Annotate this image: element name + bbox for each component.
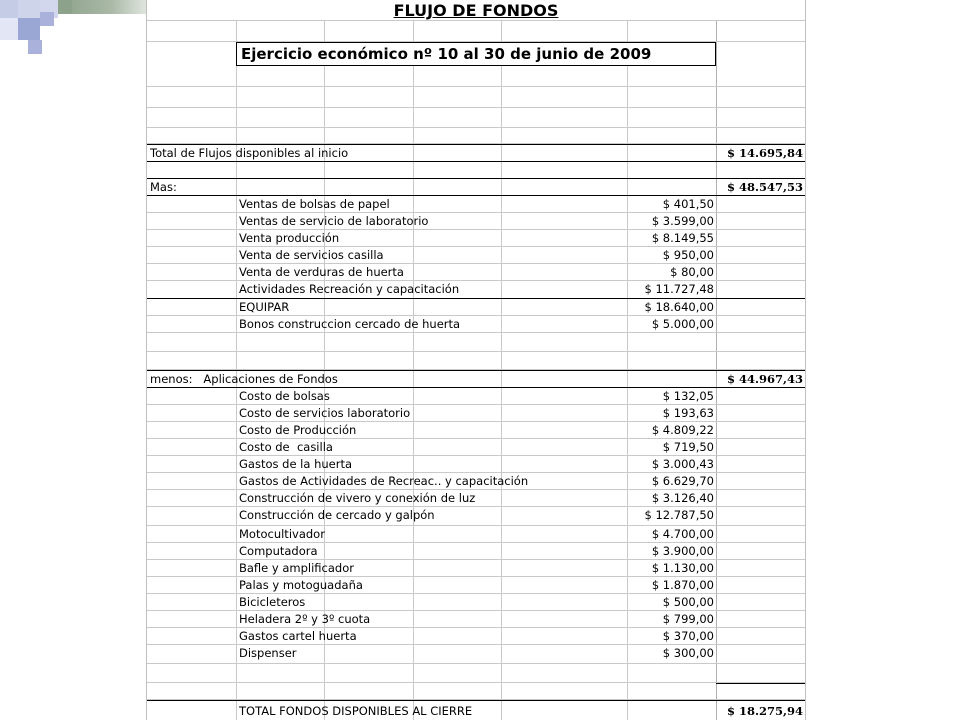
row-label: TOTAL FONDOS DISPONIBLES AL CIERRE [239,704,473,718]
row-value: $ 12.787,50 [644,508,714,522]
row-label: EQUIPAR [239,300,290,314]
table-row [147,264,805,281]
row-value: $ 8.149,55 [651,231,714,245]
row-value: $ 401,50 [662,197,714,211]
row-label: Bonos construccion cercado de huerta [239,317,461,331]
table-row [147,439,805,456]
row-label: Bafle y amplificador [239,561,354,575]
row-value: $ 3.126,40 [651,491,714,505]
row-total: $ 18.275,94 [726,704,803,718]
row-label: Motocultivador [239,527,325,541]
row-label: Computadora [239,544,318,558]
row-label: Ventas de servicio de laboratorio [239,214,429,228]
row-label: Mas: [150,180,177,194]
row-label: Construcción de vivero y conexión de luz [239,491,476,505]
row-value: $ 11.727,48 [644,282,714,296]
row-label: menos: Aplicaciones de Fondos [150,372,338,386]
row-label: Total de Flujos disponibles al inicio [150,146,349,160]
total-underline [716,683,805,684]
decor-square [58,0,72,14]
table-row [147,526,805,543]
row-total: $ 44.967,43 [726,372,803,386]
row-value: $ 950,00 [662,248,714,262]
row-label: Ventas de bolsas de papel [239,197,390,211]
table-row [147,594,805,611]
row-value: $ 3.000,43 [651,457,714,471]
empty-row [147,87,805,108]
row-label: Heladera 2º y 3º cuota [239,612,371,626]
row-label: Dispenser [239,646,297,660]
sheet-subtitle: Ejercicio económico nº 10 al 30 de junio de 2009 [236,42,716,66]
row-value: $ 1.870,00 [651,578,714,592]
row-value: $ 132,05 [662,389,714,403]
empty-row [147,21,805,42]
row-label: Gastos de Actividades de Recreac.. y capacitación [239,474,529,488]
table-row [147,281,805,299]
row-label: Costo de casilla [239,440,333,454]
table-row [147,507,805,526]
table-row [147,456,805,473]
table-row [147,388,805,405]
table-row [147,316,805,333]
row-label: Venta producción [239,231,340,245]
table-row [147,196,805,213]
row-label: Costo de bolsas [239,389,330,403]
row-label: Costo de Producción [239,423,357,437]
row-label: Actividades Recreación y capacitación [239,282,460,296]
row-value: $ 4.700,00 [651,527,714,541]
row-value: $ 799,00 [662,612,714,626]
closing-row [147,700,805,720]
row-value: $ 5.000,00 [651,317,714,331]
table-row [147,490,805,507]
table-row [147,299,805,316]
mas-header-row [147,178,805,196]
row-label: Palas y motoguadaña [239,578,363,592]
row-label: Gastos de la huerta [239,457,353,471]
table-row [147,247,805,264]
row-value: $ 1.130,00 [651,561,714,575]
table-row [147,628,805,645]
empty-row [147,333,805,352]
empty-row [147,352,805,370]
row-value: $ 3.900,00 [651,544,714,558]
table-row [147,611,805,628]
row-label: Venta de servicios casilla [239,248,384,262]
table-row [147,473,805,490]
row-value: $ 80,00 [670,265,714,279]
empty-row [147,128,805,144]
table-row [147,422,805,439]
table-row [147,645,805,664]
empty-row [147,683,805,700]
empty-row [147,162,805,179]
spreadsheet [146,0,806,720]
row-value: $ 193,63 [662,406,714,420]
row-value: $ 300,00 [662,646,714,660]
table-row [147,230,805,247]
sheet-title: FLUJO DE FONDOS [147,0,805,21]
table-row [147,213,805,230]
row-total: $ 48.547,53 [726,180,803,194]
row-value: $ 4.809,22 [651,423,714,437]
row-label: Bicicleteros [239,595,306,609]
decor-square [18,18,40,40]
row-label: Construcción de cercado y galpón [239,508,435,522]
empty-row [147,66,805,87]
empty-row [147,664,805,683]
row-value: $ 3.599,00 [651,214,714,228]
empty-row [147,108,805,128]
row-total: $ 14.695,84 [726,146,803,160]
decor-square [0,0,18,18]
row-value: $ 500,00 [662,595,714,609]
decor-square [28,40,42,54]
row-value: $ 719,50 [662,440,714,454]
table-row [147,543,805,560]
initial-row [147,144,805,162]
table-row [147,560,805,577]
decor-square [40,12,54,26]
table-row [147,405,805,422]
menos-header-row [147,370,805,388]
row-value: $ 6.629,70 [651,474,714,488]
row-value: $ 18.640,00 [644,300,714,314]
row-label: Costo de servicios laboratorio [239,406,411,420]
row-label: Venta de verduras de huerta [239,265,404,279]
table-row [147,577,805,594]
decor-square [0,18,18,40]
row-label: Gastos cartel huerta [239,629,357,643]
row-value: $ 370,00 [662,629,714,643]
